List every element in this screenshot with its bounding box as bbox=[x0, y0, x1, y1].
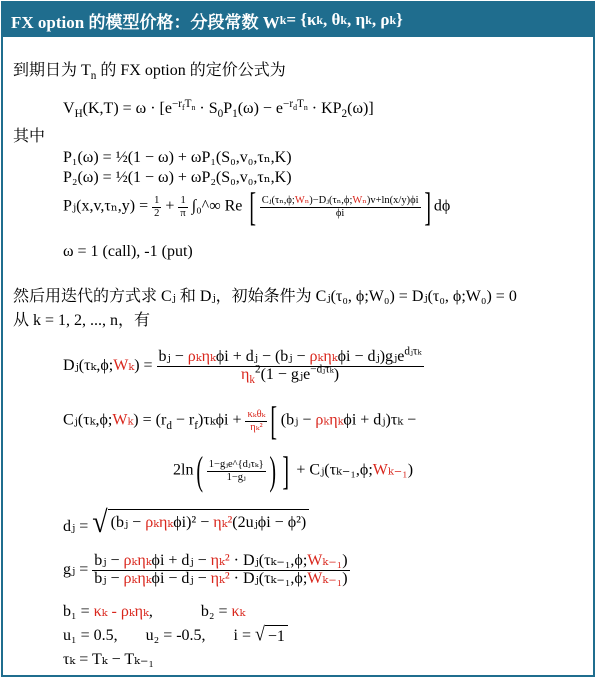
iteration-line-1: 然后用迭代的方式求 Cⱼ 和 Dⱼ，初始条件为 Cⱼ(τ₀, ϕ;W₀) = Dⱼ(τ₀, ϕ;W₀) = 0 bbox=[13, 288, 517, 305]
p1-formula: P₁(ω) = ½(1 − ω) + ωP₁(S₀,v₀,τₙ,K) bbox=[63, 149, 292, 166]
b-line: b₁ = κₖ - ρₖηₖ, b₂ = κₖ bbox=[63, 603, 246, 620]
dj-definition: dⱼ = √ (bⱼ − ρₖηₖϕi)² − ηₖ²(2uⱼϕi − ϕ²) bbox=[63, 509, 309, 537]
where-label: 其中 bbox=[13, 128, 46, 145]
dj-equation: Dⱼ(τₖ,ϕ;Wₖ) = $\frac{bⱼ - \rho_k\eta_k\phi i + dⱼ - (bⱼ - \rho_k\eta_k\phi i - dⱼ)gⱼe^{dⱼ\tau_k}}{\eta_k^2(1 - gⱼe^{-dⱼ\tau_k})}$ bbox=[63, 345, 422, 386]
omega-line: ω = 1 (call), -1 (put) bbox=[63, 243, 193, 260]
cj-equation-line-2: 2ln( $\frac{\text{1−gⱼe\textasciicircum{}\{dⱼτₖ\}}}{\text{1−gⱼ}}$ ) ] + Cⱼ(τₖ₋₁,ϕ;Wₖ₋₁) bbox=[173, 448, 414, 493]
tau-line: τₖ = Tₖ − Tₖ₋₁ bbox=[63, 651, 154, 668]
pj-formula: Pⱼ(x,v,τₙ,y) = $\frac{1}{2}$ + $\frac{1}{\pi}$ ∫₀^∞ Re [ $\frac{\text{Cⱼ(τₙ,ϕ;Wₙ)−Dⱼ(τₙ,ϕ;Wₙ)v+ln(x/y)ϕi}}{\phi i}$ ] dϕ bbox=[63, 184, 451, 229]
card-header: FX option 的模型价格：分段常数 W k = {κ k , θ k , η k , ρ k } bbox=[3, 3, 593, 37]
gj-definition: gⱼ = $\frac{\text{bⱼ − ρₖηₖϕi + dⱼ − ηₖ² · Dⱼ(τₖ₋₁,ϕ;Wₖ₋₁)}}{\text{bⱼ − ρₖηₖϕi − dⱼ − ηₖ² · Dⱼ(τₖ₋₁,ϕ;Wₖ₋₁)}}$ bbox=[63, 552, 348, 587]
formula-card bbox=[1, 1, 595, 677]
header-title: FX option 的模型价格：分段常数 W bbox=[11, 12, 280, 32]
u-line: u₁ = 0.5, u₂ = -0.5, i = √ −1 bbox=[63, 625, 288, 646]
cj-equation-line-1: Cⱼ(τₖ,ϕ;Wₖ) = $(r_d - r_f)\tau_k\phi i$ + $\frac{\text{κₖθₖ}}{\text{ηₖ²}}$ [ (bⱼ − ρₖηₖϕi + dⱼ)τₖ − bbox=[63, 398, 417, 443]
p2-formula: P₂(ω) = ½(1 − ω) + ωP₂(S₀,v₀,τₙ,K) bbox=[63, 169, 292, 186]
vh-formula: $V_H(K,T) = \omega \cdot [e^{-r_fT_n} \cdot S_0P_1(\omega) - e^{-r_dT_n} \cdot KP_2(\omega)]$ bbox=[63, 97, 374, 121]
iteration-line-2: 从 k = 1, 2, ..., n，有 bbox=[13, 312, 151, 329]
intro-line: 到期日为 $T_n$ 的 FX option 的定价公式为 bbox=[13, 62, 286, 83]
